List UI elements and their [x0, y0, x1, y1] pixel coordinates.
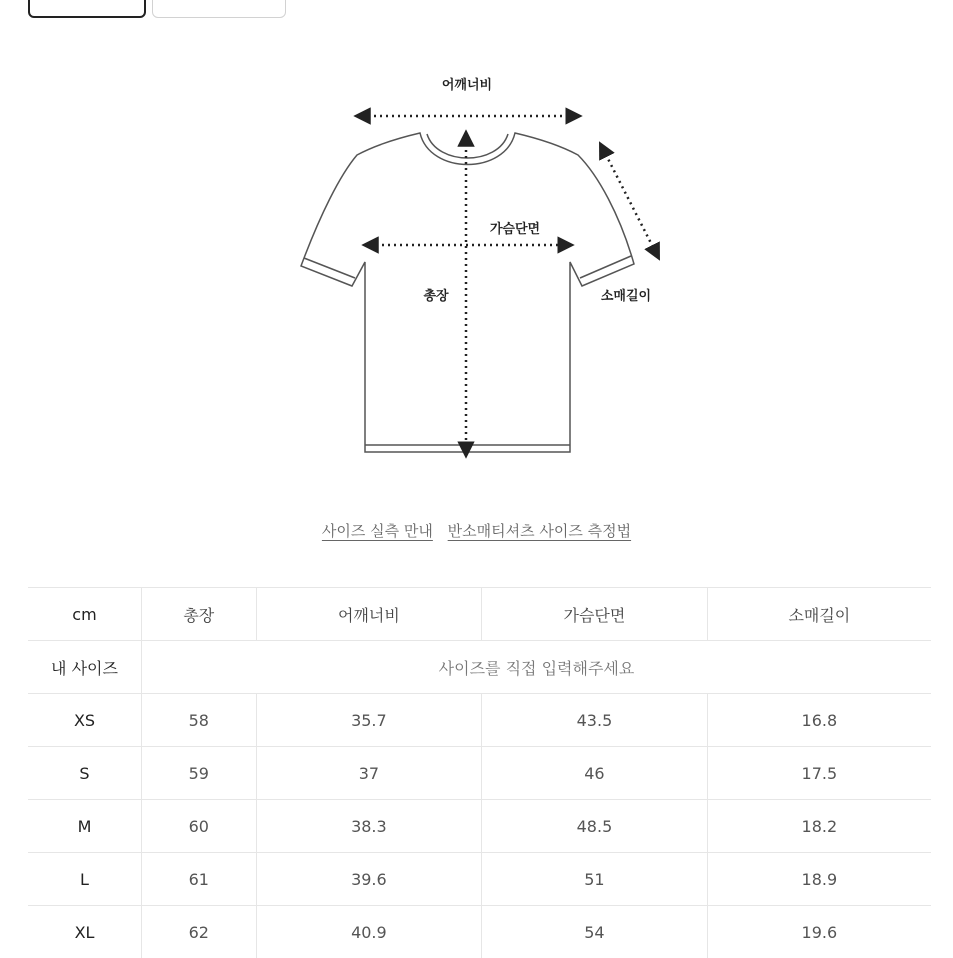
value-cell: 16.8: [707, 694, 931, 747]
my-size-label: 내 사이즈: [28, 641, 142, 694]
table-row: [28, 906, 931, 958]
value-cell: 35.7: [256, 694, 482, 747]
value-cell: 43.5: [482, 694, 708, 747]
value-cell: 37: [256, 747, 482, 800]
length-label: 총장: [422, 288, 449, 304]
size-cell: S: [28, 747, 142, 800]
table-row: [28, 800, 931, 853]
table-header-row: [28, 588, 931, 641]
table-row: [28, 694, 931, 747]
chest-label: 가슴단면: [490, 221, 540, 237]
table-row: [28, 747, 931, 800]
value-cell: 54: [482, 906, 708, 958]
size-cell: L: [28, 853, 142, 906]
shoulder-label: 어깨너비: [442, 77, 492, 93]
value-cell: 62: [142, 906, 257, 958]
value-cell: 19.6: [707, 906, 931, 958]
value-cell: 61: [142, 853, 257, 906]
value-cell: 40.9: [256, 906, 482, 958]
header-sleeve: 소매길이: [707, 588, 931, 641]
my-size-row: [28, 641, 931, 694]
size-cell: XS: [28, 694, 142, 747]
tshirt-outline: [301, 133, 634, 452]
value-cell: 48.5: [482, 800, 708, 853]
value-cell: 58: [142, 694, 257, 747]
header-shoulder: 어깨너비: [256, 588, 482, 641]
header-length: 총장: [142, 588, 257, 641]
size-cell: M: [28, 800, 142, 853]
size-cell: XL: [28, 906, 142, 958]
value-cell: 51: [482, 853, 708, 906]
value-cell: 39.6: [256, 853, 482, 906]
value-cell: 46: [482, 747, 708, 800]
measure-method-link[interactable]: 반소매티셔츠 사이즈 측정법: [448, 522, 631, 540]
size-guide-link[interactable]: 사이즈 실측 만내: [322, 522, 433, 540]
sleeve-label: 소매길이: [601, 288, 651, 304]
my-size-input[interactable]: 사이즈를 직접 입력해주세요: [142, 641, 932, 694]
table-row: [28, 853, 931, 906]
value-cell: 60: [142, 800, 257, 853]
header-chest: 가슴단면: [482, 588, 708, 641]
value-cell: 59: [142, 747, 257, 800]
header-unit: cm: [28, 588, 142, 641]
size-guide-links: [0, 520, 953, 541]
value-cell: 17.5: [707, 747, 931, 800]
size-table: [28, 587, 931, 958]
sleeve-arrow: [603, 149, 656, 253]
measurement-arrows: [362, 116, 656, 450]
value-cell: 18.2: [707, 800, 931, 853]
value-cell: 18.9: [707, 853, 931, 906]
value-cell: 38.3: [256, 800, 482, 853]
